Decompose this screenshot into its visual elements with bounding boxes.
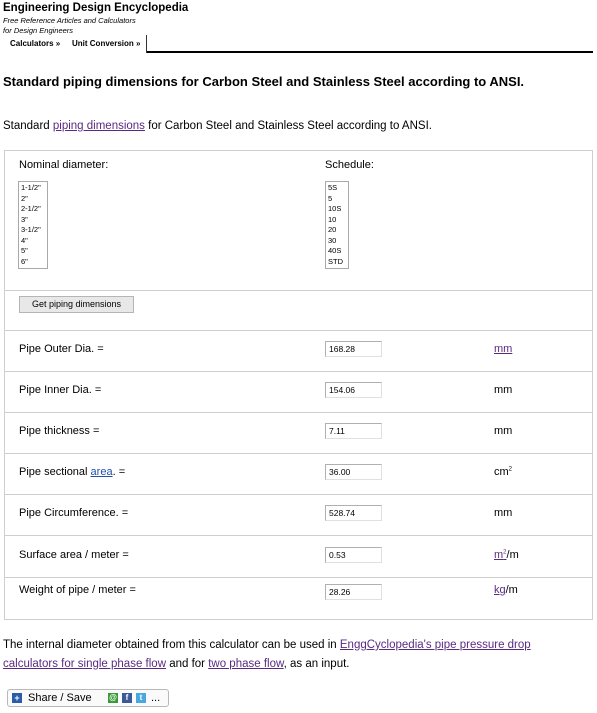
single-phase-flow-link[interactable]: EnggCyclopedia's pipe pressure drop calculators for single phase flow [3, 639, 531, 670]
footer-text-3: , as an input. [283, 658, 350, 670]
button-row [5, 291, 592, 331]
area-link[interactable]: area [90, 466, 113, 478]
area-label [19, 466, 125, 478]
thickness-label: Pipe thickness = [19, 425, 100, 437]
get-piping-dimensions-button[interactable]: Get piping dimensions [19, 296, 134, 313]
top-nav [3, 35, 593, 53]
outer-dia-label: Pipe Outer Dia. = [19, 343, 104, 355]
surface-area-unit-sup: 2 [503, 549, 507, 556]
area-unit-sup: 2 [508, 466, 513, 473]
area-value[interactable]: 36.00 [325, 464, 382, 480]
thickness-unit: mm [494, 425, 513, 437]
share-label: Share / Save [28, 692, 92, 704]
nominal-diameter-label: Nominal diameter: [19, 159, 109, 171]
result-row-weight [5, 578, 592, 620]
schedule-label: Schedule: [325, 159, 374, 171]
schedule-select[interactable] [325, 181, 349, 269]
area-label-after: . = [112, 466, 126, 478]
area-label-before: Pipe sectional [19, 466, 91, 478]
schedule-option[interactable]: STD [328, 256, 343, 266]
nominal-diameter-option[interactable]: 5" [21, 246, 28, 255]
outer-dia-unit-link[interactable]: mm [494, 343, 513, 355]
email-share-icon[interactable]: @ [109, 693, 117, 702]
surface-area-label: Surface area / meter = [19, 549, 129, 561]
schedule-option[interactable]: 20 [328, 225, 337, 234]
schedule-option[interactable]: 5 [328, 193, 333, 203]
schedule-option[interactable]: 10S [328, 204, 342, 213]
weight-unit-link[interactable]: kg [494, 584, 506, 596]
circumference-value[interactable]: 528.74 [325, 505, 382, 521]
footer-text-1: The internal diameter obtained from this calculator can be used in [3, 639, 340, 651]
weight-unit-after: /m [505, 584, 518, 596]
nav-divider [147, 51, 593, 53]
schedule-option[interactable]: 10 [328, 214, 337, 224]
footer-text-2: and for [166, 658, 209, 670]
weight-value[interactable]: 28.26 [325, 584, 382, 600]
site-title[interactable]: Engineering Design Encyclopedia [3, 2, 189, 14]
circumference-label: Pipe Circumference. = [19, 507, 129, 519]
share-plus-icon: + [12, 693, 22, 703]
footer-text [3, 636, 583, 674]
thickness-value[interactable]: 7.11 [325, 423, 382, 439]
nav-tabs [3, 35, 147, 53]
area-unit-base: cm [494, 466, 509, 478]
schedule-option[interactable]: 30 [328, 235, 337, 245]
surface-area-unit [494, 549, 519, 561]
schedule-option[interactable]: 5S [328, 183, 338, 192]
inner-dia-label: Pipe Inner Dia. = [19, 384, 102, 396]
selection-row [5, 151, 592, 291]
intro-text [3, 120, 432, 132]
result-row-outer-dia [5, 331, 592, 372]
result-row-surface-area [5, 536, 592, 578]
share-save-button[interactable] [7, 689, 169, 707]
site-tagline [3, 16, 136, 36]
surface-area-unit-base: m [494, 549, 504, 561]
surface-area-unit-link[interactable] [494, 549, 507, 561]
inner-dia-unit: mm [494, 384, 513, 396]
nav-calculators[interactable]: Calculators » [10, 39, 61, 48]
circumference-unit: mm [494, 507, 513, 519]
nominal-diameter-option[interactable]: 3" [21, 214, 28, 224]
nominal-diameter-select[interactable] [18, 181, 48, 269]
piping-calculator [4, 150, 593, 620]
tagline-line-1: Free Reference Articles and Calculators [3, 16, 136, 25]
result-row-area [5, 454, 592, 495]
nominal-diameter-option[interactable]: 3-1/2" [21, 225, 41, 234]
intro-before: Standard [3, 120, 53, 132]
nominal-diameter-option[interactable]: 4" [21, 235, 28, 245]
share-more[interactable]: ... [151, 692, 161, 704]
nav-unit-conversion[interactable]: Unit Conversion » [72, 39, 141, 48]
surface-area-unit-after: /m [506, 549, 519, 561]
nominal-diameter-option[interactable]: 2" [21, 193, 28, 203]
page-title: Standard piping dimensions for Carbon Steel and Stainless Steel according to ANSI. [3, 74, 525, 89]
nominal-diameter-option[interactable]: 2-1/2" [21, 204, 41, 213]
weight-label: Weight of pipe / meter = [19, 584, 136, 596]
nominal-diameter-option[interactable]: 6" [21, 256, 28, 266]
facebook-icon[interactable]: f [122, 693, 132, 703]
weight-unit [494, 584, 518, 596]
surface-area-value[interactable]: 0.53 [325, 547, 382, 563]
tagline-line-2: for Design Engineers [3, 26, 74, 35]
area-unit [494, 466, 512, 478]
schedule-option[interactable]: 40S [328, 246, 342, 255]
outer-dia-value[interactable]: 168.28 [325, 341, 382, 357]
two-phase-flow-link[interactable]: two phase flow [208, 658, 284, 670]
piping-dimensions-link[interactable]: piping dimensions [52, 120, 145, 132]
inner-dia-value[interactable]: 154.06 [325, 382, 382, 398]
intro-after: for Carbon Steel and Stainless Steel according to ANSI. [144, 120, 432, 132]
twitter-icon[interactable]: t [136, 693, 146, 703]
result-row-inner-dia [5, 372, 592, 413]
result-row-thickness [5, 413, 592, 454]
nominal-diameter-option[interactable]: 1-1/2" [21, 183, 41, 192]
result-row-circumference [5, 495, 592, 536]
